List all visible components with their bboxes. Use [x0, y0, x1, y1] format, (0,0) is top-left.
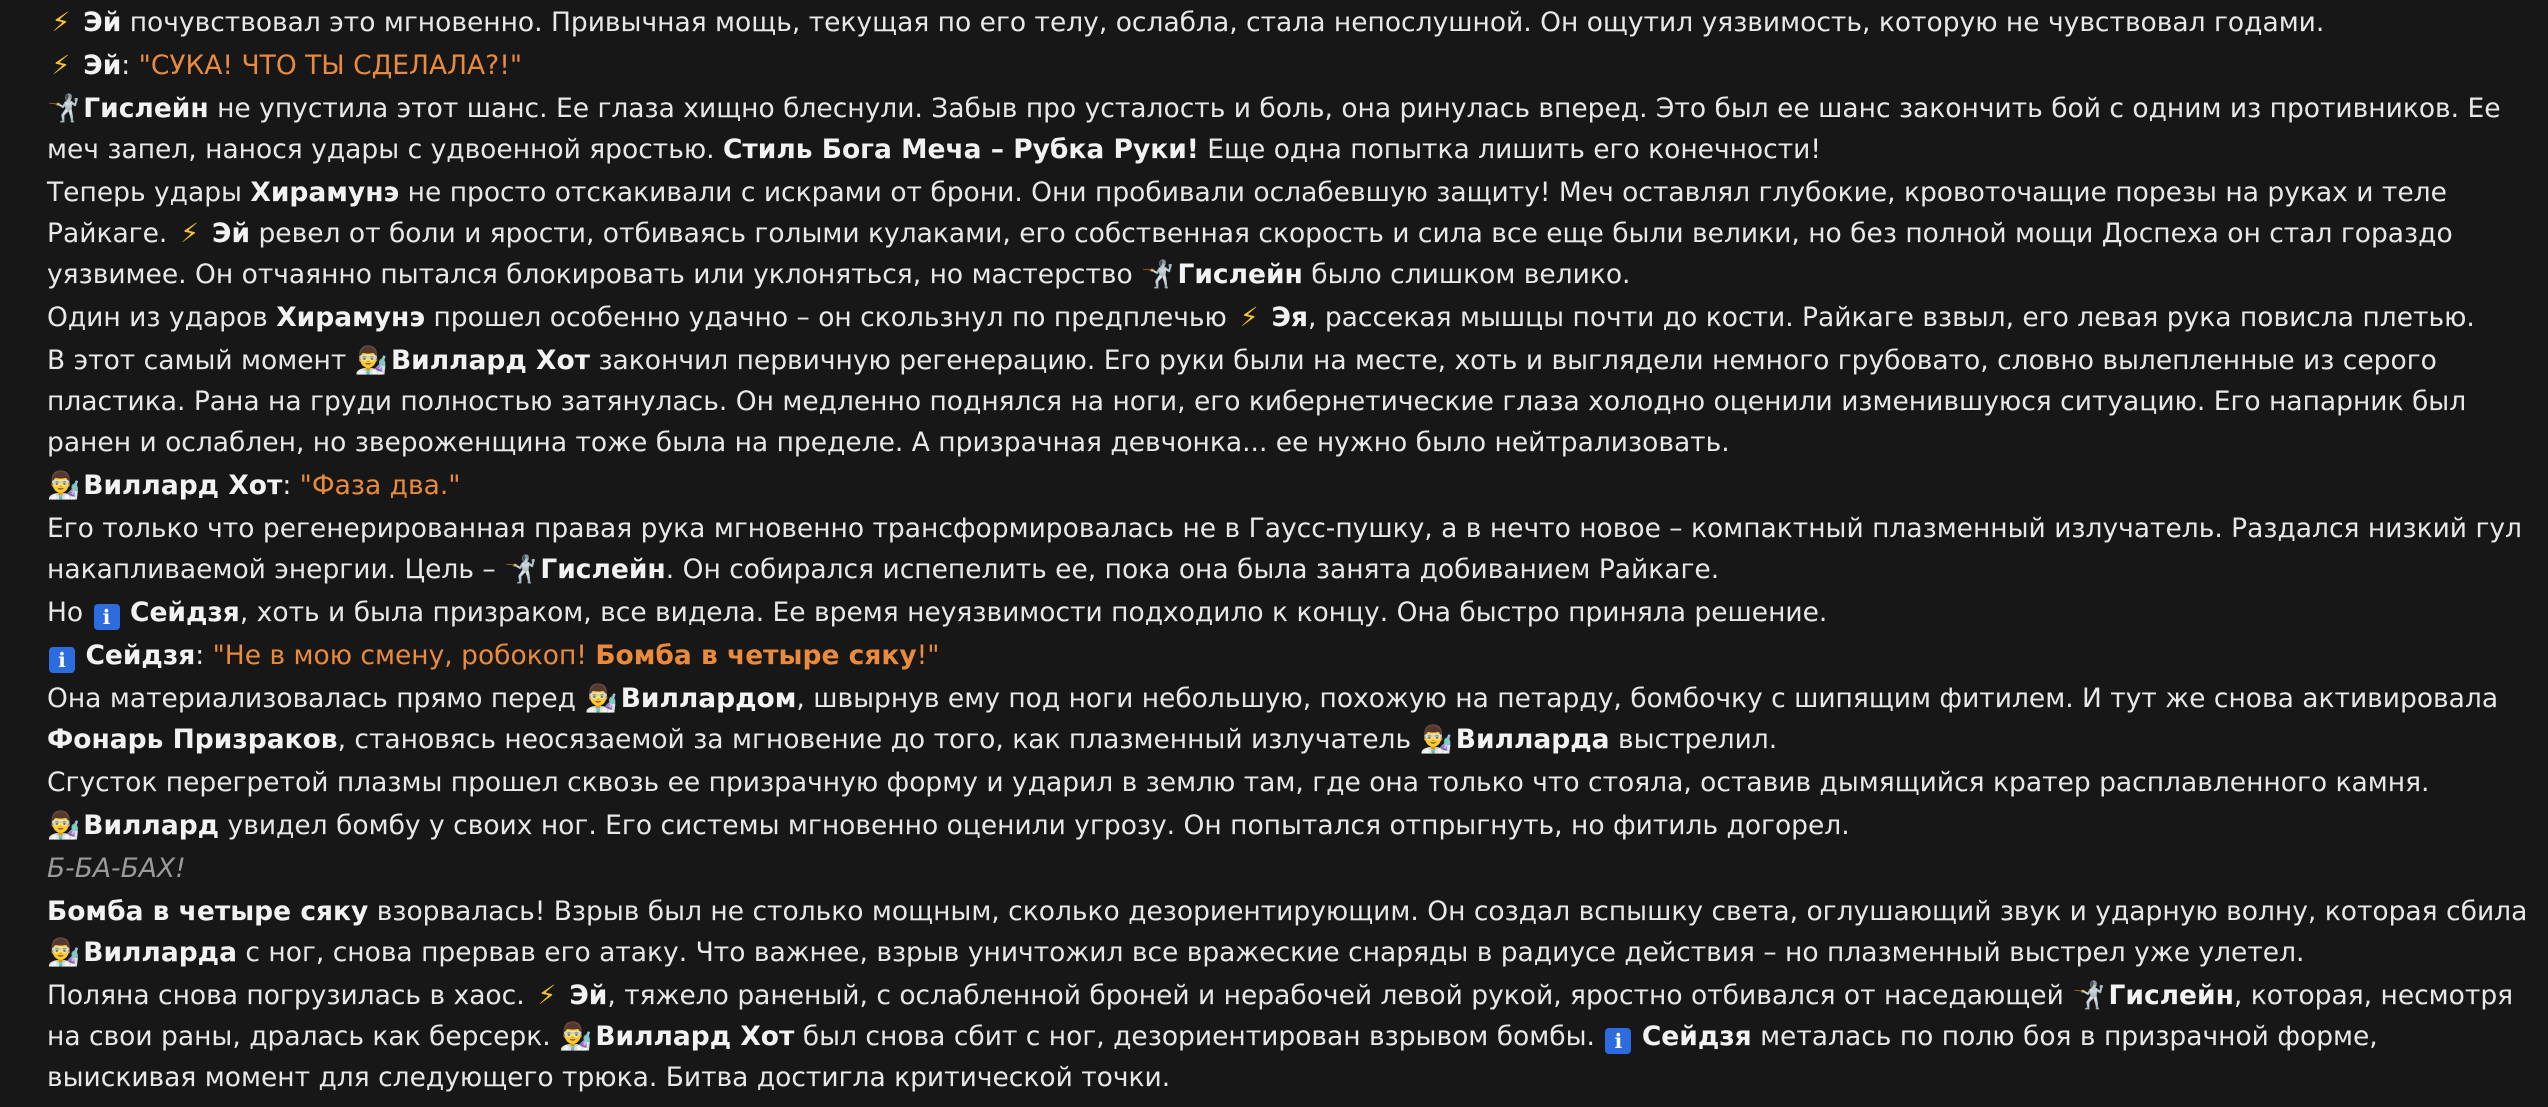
text-run: был снова сбит с ног, дезориентирован взрывом бомбы. — [794, 1021, 1604, 1052]
lightning-bolt-icon: ⚡ — [180, 218, 199, 249]
text-run — [75, 937, 83, 968]
text-run — [612, 683, 620, 714]
info-icon: ℹ — [1605, 1028, 1631, 1054]
fencer-icon: 🤺 — [1141, 259, 1175, 290]
text-run — [75, 810, 83, 841]
narration-paragraph — [47, 508, 2534, 590]
text-run: Его только что регенерированная правая рука мгновенно трансформировалась не в Гаусс-пушку, а в нечто новое – компактный плазменный излучатель. Раздался низкий гул накапливаемой энергии. Цель – — [47, 513, 2522, 585]
dialogue-line — [47, 635, 2534, 676]
scientist-icon: 👨‍🔬 — [584, 683, 618, 714]
bold-text: Сейдзя — [85, 640, 196, 671]
fencer-icon: 🤺 — [504, 554, 538, 585]
bold-text: Хирамунэ — [250, 177, 400, 208]
bold-text: Виллард Хот — [390, 345, 591, 376]
quoted-speech: "Не в мою смену, робокоп! — [212, 640, 596, 671]
bold-text: Виллард Хот — [595, 1021, 795, 1052]
text-run: Один из ударов — [47, 302, 277, 333]
text-run: : — [195, 640, 213, 671]
text-run: , тяжело раненый, с ослабленной броней и нерабочей левой рукой, яростно отбивался от наседающей — [607, 980, 2073, 1011]
text-run: Сгусток перегретой плазмы прошел сквозь ее призрачную форму и ударил в землю там, где она только что стояла, оставив дымящийся кратер расплавленного камня. — [47, 767, 2430, 798]
text-run: закончил первичную регенерацию. Его руки были на месте, хоть и выглядели немного грубовато, словно вылепленные из серого пластика. Рана на груди полностью затянулась. Он медленно поднялся на ноги, его кибернетические глаза холодно оценили изменившуюся ситуацию. Его напарник был ранен и ослаблен, но звероженщина тоже была на пределе. А призрачная девчонка... ее нужно было нейтрализовать. — [47, 345, 2467, 458]
text-run: , швырнув ему под ноги небольшую, похожую на петарду, бомбочку с шипящим фитилем. И тут же снова активировала — [796, 683, 2499, 714]
bold-text: Бомба в четыре сяку — [47, 896, 369, 927]
sound-effect-text: Б-БА-БАХ! — [47, 853, 186, 884]
narration-paragraph — [47, 891, 2534, 973]
text-run: не просто отскакивали с искрами от брони. Они пробивали ослабевшую защиту! Меч оставлял глубокие, кровоточащие порезы на руках и теле Райкаге. — [47, 177, 2447, 249]
scientist-icon: 👨‍🔬 — [354, 345, 388, 376]
narration-paragraph — [47, 805, 2534, 846]
text-run: взорвалась! Взрыв был не столько мощным, сколько дезориентирующим. Он создал вспышку света, оглушающий звук и ударную волну, которая сбила — [368, 896, 2528, 927]
bold-text: Гислейн — [540, 554, 666, 585]
text-run — [1263, 302, 1271, 333]
narration-paragraph — [47, 2, 2534, 43]
text-run: Но — [47, 597, 92, 628]
text-run: , хоть и была призраком, все видела. Ее время неуязвимости подходило к концу. Она быстро приняла решение. — [239, 597, 1828, 628]
fencer-icon: 🤺 — [2072, 980, 2106, 1011]
scientist-icon: 👨‍🔬 — [47, 937, 80, 968]
narration-paragraph — [47, 340, 2534, 463]
text-run: , которая, несмотря на свои раны, дралась как берсерк. — [47, 980, 2514, 1052]
text-run: Она материализовалась прямо перед — [47, 683, 585, 714]
quoted-speech: !" — [916, 640, 940, 671]
lightning-bolt-icon: ⚡ — [51, 50, 71, 81]
text-run: Теперь удары — [47, 177, 251, 208]
text-run — [204, 218, 212, 249]
text-run: : — [282, 470, 300, 501]
bold-text: Стиль Бога Меча – Рубка Руки! — [722, 134, 1199, 165]
bold-text: Сейдзя — [130, 597, 240, 628]
fencer-icon: 🤺 — [47, 93, 80, 124]
bold-text: Эй — [569, 980, 608, 1011]
narration-paragraph — [47, 297, 2534, 338]
text-run: было слишком велико. — [1302, 259, 1631, 290]
bold-text: Эя — [1271, 302, 1308, 333]
info-icon: ℹ — [49, 647, 75, 673]
text-run — [75, 470, 83, 501]
text-run: Поляна снова погрузилась в хаос. — [47, 980, 534, 1011]
text-run: : — [121, 50, 139, 81]
text-run: ревел от боли и ярости, отбиваясь голыми кулаками, его собственная скорость и сила все еще были велики, но без полной мощи Доспеха он стал гораздо уязвимее. Он отчаянно пытался блокировать или уклоняться, но мастерство — [47, 218, 2453, 290]
lightning-bolt-icon: ⚡ — [51, 7, 71, 38]
text-run — [383, 345, 391, 376]
scientist-icon: 👨‍🔬 — [1419, 724, 1453, 755]
text-run: металась по полю боя в призрачной форме, выискивая момент для следующего трюка. Битва достигла критической точки. — [47, 1021, 2378, 1093]
bold-text: Виллардом — [620, 683, 797, 714]
bold-text: Вилларда — [1455, 724, 1610, 755]
bold-text: Эй — [83, 7, 122, 38]
text-run: с ног, снова прервав его атаку. Что важнее, взрыв уничтожил все вражеские снаряды в радиусе действия – но плазменный выстрел уже улетел. — [236, 937, 2305, 968]
bold-text: Гислейн — [2108, 980, 2234, 1011]
text-run: . Он собирался испепелить ее, пока она была занята добиванием Райкаге. — [665, 554, 1720, 585]
bold-text: Эй — [83, 50, 122, 81]
scientist-icon: 👨‍🔬 — [559, 1021, 593, 1052]
text-run: В этот самый момент — [47, 345, 355, 376]
bold-text: Эй — [212, 218, 251, 249]
quoted-speech — [595, 640, 916, 671]
info-icon: ℹ — [94, 604, 120, 630]
text-run — [75, 7, 83, 38]
quoted-speech-bold: Бомба в четыре сяку — [595, 640, 917, 671]
bold-text: Виллард Хот — [83, 470, 283, 501]
bold-text: Сейдзя — [1641, 1021, 1752, 1052]
text-run: Еще одна попытка лишить его конечности! — [1198, 134, 1822, 165]
text-run: не упустила этот шанс. Ее глаза хищно блеснули. Забыв про усталость и боль, она ринулась вперед. Это был ее шанс закончить бой с одним из противников. Ее меч запел, нанося удары с удвоенной яростью. — [47, 93, 2501, 165]
scientist-icon: 👨‍🔬 — [47, 810, 80, 841]
narration-paragraph — [47, 975, 2534, 1098]
text-run: , становясь неосязаемой за мгновение до того, как плазменный излучатель — [337, 724, 1420, 755]
lightning-bolt-icon: ⚡ — [1239, 302, 1259, 333]
quoted-speech: "СУКА! ЧТО ТЫ СДЕЛАЛА?!" — [138, 50, 523, 81]
text-run — [1447, 724, 1455, 755]
dialogue-line — [47, 45, 2534, 86]
text-run: увидел бомбу у своих ног. Его системы мгновенно оценили угрозу. Он попытался отпрыгнуть, но фитиль догорел. — [219, 810, 1850, 841]
text-run — [75, 50, 83, 81]
narration-paragraph — [47, 678, 2534, 760]
scientist-icon: 👨‍🔬 — [47, 470, 80, 501]
narration-paragraph — [47, 172, 2534, 295]
narration-paragraph — [47, 88, 2534, 170]
text-run: почувствовал это мгновенно. Привычная мощь, текущая по его телу, ослабла, стала непослушной. Он ощутил уязвимость, которую не чувствовал годами. — [121, 7, 2325, 38]
text-run — [75, 93, 83, 124]
bold-text: Гислейн — [1177, 259, 1303, 290]
text-run: выстрелил. — [1609, 724, 1778, 755]
lightning-bolt-icon: ⚡ — [537, 980, 557, 1011]
bold-text: Вилларда — [83, 937, 237, 968]
sound-effect-line — [47, 848, 2534, 889]
bold-text: Хирамунэ — [276, 302, 426, 333]
bold-text: Виллард — [83, 810, 220, 841]
dialogue-line — [47, 465, 2534, 506]
narration-paragraph — [47, 592, 2534, 633]
text-run — [122, 597, 130, 628]
text-run: прошел особенно удачно – он скользнул по предплечью — [425, 302, 1236, 333]
quoted-speech: "Фаза два." — [299, 470, 461, 501]
narration-paragraph — [47, 762, 2534, 803]
bold-text: Гислейн — [83, 93, 209, 124]
text-run: , рассекая мышцы почти до кости. Райкаге взвыл, его левая рука повисла плетью. — [1308, 302, 2475, 333]
text-run — [1633, 1021, 1641, 1052]
bold-text: Фонарь Призраков — [47, 724, 338, 755]
